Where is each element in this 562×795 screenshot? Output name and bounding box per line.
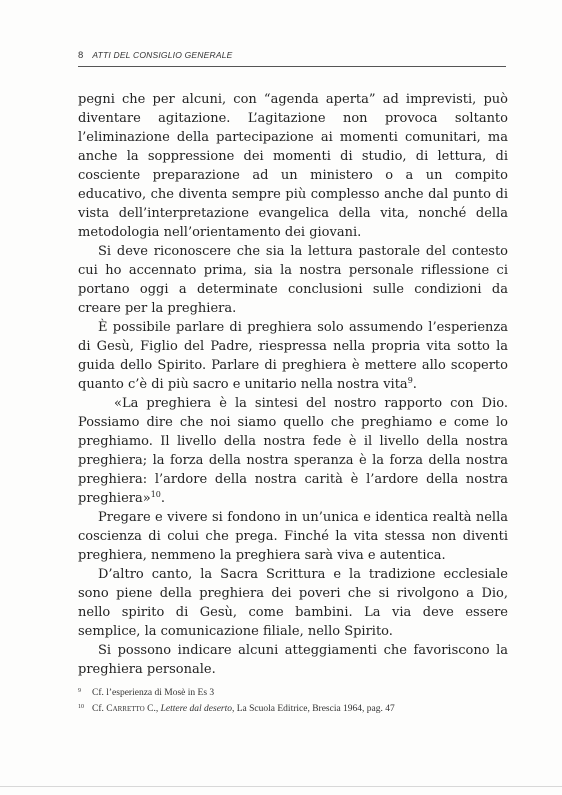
- page-number: 8: [78, 50, 84, 61]
- header-rule: [78, 66, 506, 67]
- paragraph-3-text: È possibile parlare di preghiera solo assumendo l’esperienza di Gesù, Figlio del Padre, riespressa nella propria vita sotto la guida dello Spirito. Parlare di preghiera è mettere allo scoperto quanto c’è di più sacro e unitario nella nostra vita: [78, 320, 508, 392]
- paragraph-2: Si deve riconoscere che sia la lettura pastorale del contesto cui ho accennato prima, sia la nostra personale riflessione ci portano oggi a determinate conclusioni sulle condizioni da creare per la preghiera.: [78, 244, 508, 316]
- paragraph-6: D’altro canto, la Sacra Scrittura e la tradizione ecclesiale sono piene della preghiera dei poveri che si rivolgono a Dio, nello spirito di Gesù, come bambini. La via deve essere semplice, la comunicazione filiale, nello Spirito.: [78, 567, 508, 639]
- paragraph-1: pegni che per alcuni, con “agenda aperta” ad imprevisti, può diventare agitazione. L’agitazione non provoca soltanto l’eliminazione della partecipazione ai momenti comunitari, ma anche la soppressione dei momenti di studio, di lettura, di cosciente preparazione ad un ministero o a un compito educativo, che diventa sempre più complesso anche dal punto di vista dell’interpretazione evangelica della vita, nonché della metodologia nell’orientamento dei giovani.: [78, 92, 508, 240]
- footnote-separator: ,: [155, 704, 161, 714]
- paragraph-4-text: «La preghiera è la sintesi del nostro rapporto con Dio. Possiamo dire che noi siamo quello che preghiamo e come lo preghiamo. Il livello della nostra fede è il livello della nostra preghiera; la forza della nostra speranza è la forza della nostra preghiera: l’ardore della nostra carità è l’ardore della nostra preghiera»: [78, 396, 508, 506]
- paragraph-3: [78, 318, 508, 394]
- footnote-publisher: , La Scuola Editrice, Brescia 1964, pag. 47: [232, 704, 395, 714]
- footnote-text: Cf. l’esperienza di Mosè in Es 3: [92, 688, 215, 698]
- footnote-mark: 10: [78, 704, 84, 710]
- paragraph-4-quote: [78, 394, 508, 508]
- footnote-author: Carretto C.: [106, 704, 156, 714]
- footnote-book-title: Lettere dal deserto: [160, 704, 232, 714]
- paragraph-7: Si possono indicare alcuni atteggiamenti che favoriscono la preghiera personale.: [78, 643, 508, 677]
- footnote-ref-10[interactable]: 10: [150, 490, 161, 499]
- page-bottom-edge: [0, 786, 562, 787]
- running-title: ATTI DEL CONSIGLIO GENERALE: [92, 50, 233, 60]
- footnote-ref-9[interactable]: 9: [407, 376, 413, 385]
- paragraph-4-end: .: [160, 491, 166, 506]
- footnotes: [78, 684, 508, 716]
- footnote-9: [78, 684, 508, 700]
- running-header: [78, 50, 506, 64]
- paragraph-3-end: .: [412, 377, 417, 392]
- paragraph-5: Pregare e vivere si fondono in un’unica e identica realtà nella coscienza di colui che prega. Finché la vita stessa non diventi preghiera, nemmeno la preghiera sarà viva e autentica.: [78, 510, 508, 563]
- footnote-10: [78, 700, 508, 716]
- body-text: [78, 90, 508, 679]
- footnote-mark: 9: [78, 688, 81, 694]
- footnote-prefix: Cf.: [92, 704, 107, 714]
